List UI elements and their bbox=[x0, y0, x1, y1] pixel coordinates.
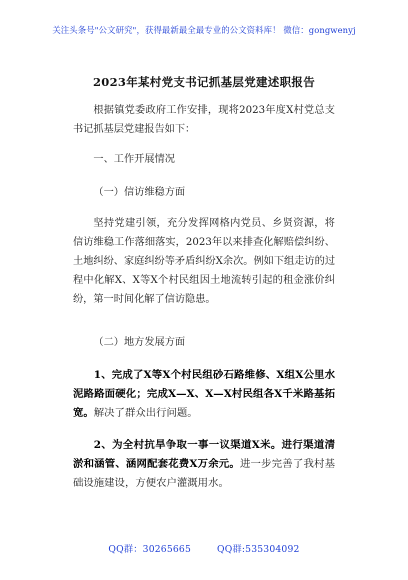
item-1-bold-text: 1、完成了X等X个村民组砂石路维修、X组X公里水泥路路面硬化；完成X—X、X—X村民组各X千米路基拓宽。 bbox=[73, 369, 335, 419]
item-1-normal-text: 解决了群众出行问题。 bbox=[93, 407, 198, 419]
subsection-heading-petition: （一）信访维稳方面 bbox=[93, 187, 186, 198]
petition-paragraph: 坚持党建引领，充分发挥网格内党员、乡贤资源，将信访维稳工作落细落实，2023年以来排查化解赔偿纠纷、土地纠纷、家庭纠纷等矛盾纠纷X余次。例如下组走访的过程中化解X、X等X个村民组因土地流转引起的租金涨价纠纷，第一时间化解了信访隐患。 bbox=[73, 218, 335, 305]
document-title: 2023年某村党支书记抓基层党建述职报告 bbox=[92, 75, 315, 89]
item-1-paragraph bbox=[73, 366, 335, 423]
item-2-normal-text: 进一步完善了我村基础设施建设，方便农户灌溉用水。 bbox=[73, 458, 336, 489]
footer-contact bbox=[0, 541, 408, 555]
item-2-paragraph bbox=[73, 436, 335, 493]
header-banner: 关注头条号"公文研究"，获得最新最全最专业的公文资料库！ 微信：gongwenyj bbox=[52, 25, 356, 35]
footer-qq-group-1: QQ群：30265665 bbox=[108, 544, 192, 555]
intro-paragraph: 根据镇党委政府工作安排，现将2023年度X村党总支书记抓基层党建报告如下： bbox=[73, 105, 335, 135]
item-2-bold-text: 2、为全村抗旱争取一事一议渠道X米。进行渠道清淤和涵管、涵网配套花费X万余元。 bbox=[73, 439, 335, 470]
footer-qq-group-2: QQ群:535304092 bbox=[217, 544, 300, 555]
section-heading-work: 一、工作开展情况 bbox=[93, 154, 175, 165]
subsection-heading-development: （二）地方发展方面 bbox=[93, 337, 186, 348]
